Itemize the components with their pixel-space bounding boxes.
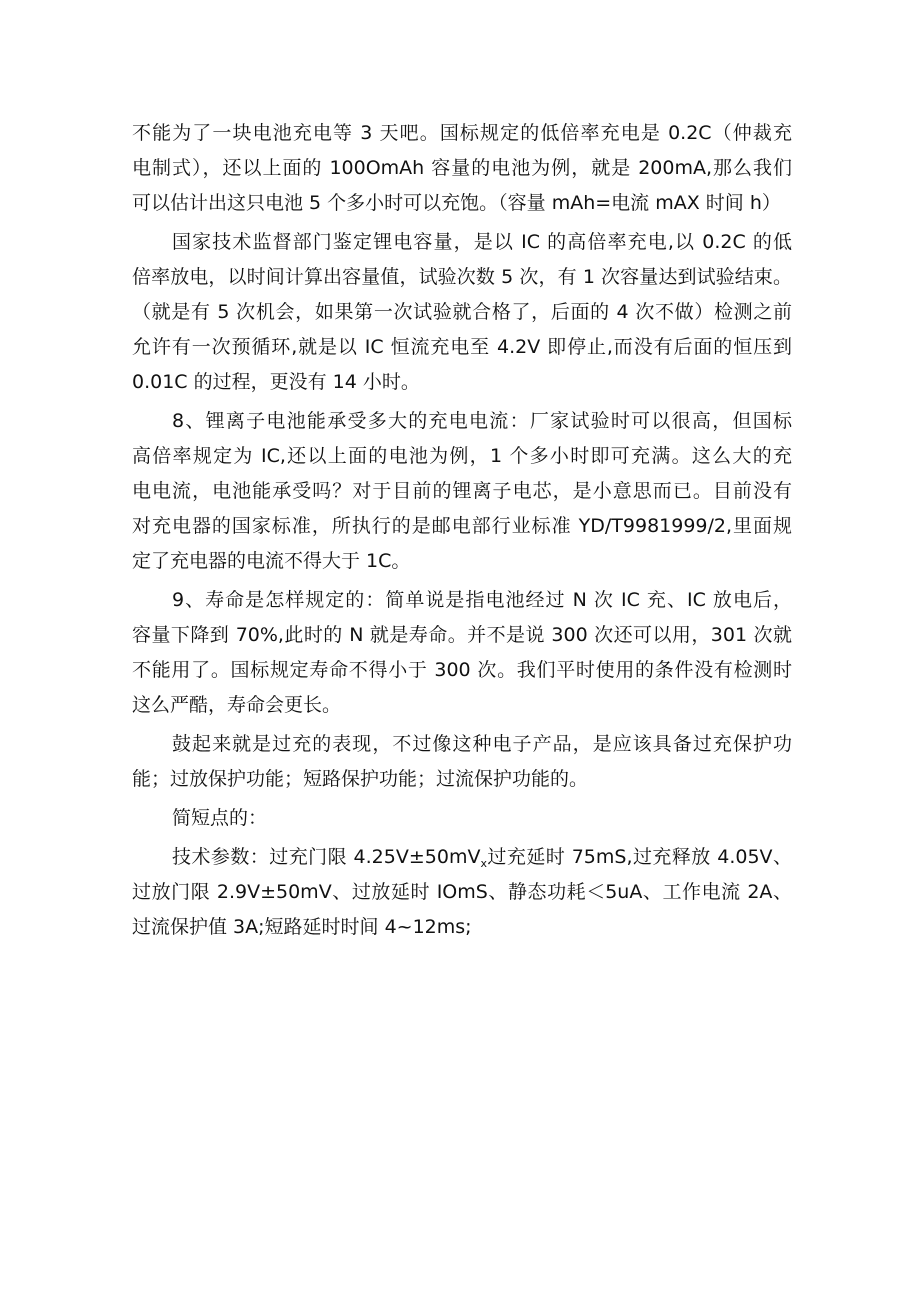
text-line: 定了充电器的电流不得大于 1C。	[132, 550, 411, 572]
text-line	[132, 840, 792, 875]
text-line: 允许有一次预循环,就是以 IC 恒流充电至 4.2V 即停止,而没有后面的恒压到	[132, 336, 792, 358]
text-line: 不能为了一块电池充电等 3 天吧。国标规定的低倍率充电是 0.2C（仲裁充	[132, 122, 792, 144]
spec-text: 过充延时 75mS,过充释放 4.05V、	[486, 846, 792, 868]
text-line: 9、寿命是怎样规定的：简单说是指电池经过 N 次 IC 充、IC 放电后，	[172, 589, 792, 611]
paragraph-swelling	[132, 727, 792, 797]
text-line: 电电流，电池能承受吗？对于目前的锂离子电芯，是小意思而已。目前没有	[132, 480, 792, 502]
text-line: 过放门限 2.9V±50mV、过放延时 IOmS、静态功耗＜5uA、工作电流 2A、	[132, 881, 792, 903]
text-line: 不能用了。国标规定寿命不得小于 300 次。我们平时使用的条件没有检测时	[132, 659, 792, 681]
text-line: 简短点的：	[172, 807, 268, 829]
spec-text: 技术参数：过充门限 4.25V±50mV	[172, 846, 481, 868]
text-line: 这么严酷，寿命会更长。	[132, 694, 342, 716]
text-line: 国家技术监督部门鉴定锂电容量，是以 IC 的高倍率充电,以 0.2C 的低	[172, 231, 792, 253]
paragraph-charge-current	[132, 404, 792, 579]
text-line: 倍率放电，以时间计算出容量值，试验次数 5 次，有 1 次容量达到试验结束。	[132, 266, 792, 288]
paragraph-tech-specs	[132, 840, 792, 945]
text-line: 高倍率规定为 IC,还以上面的电池为例，1 个多小时即可充满。这么大的充	[132, 445, 792, 467]
subscript-mark: x	[480, 857, 487, 870]
text-line: 对充电器的国家标准，所执行的是邮电部行业标准 YD/T9981999/2,里面规	[132, 515, 792, 537]
text-line: 8、锂离子电池能承受多大的充电电流：厂家试验时可以很高，但国标	[172, 410, 792, 432]
text-line: 可以估计出这只电池 5 个多小时可以充饱。（容量 mAh=电流 mAX 时间 h）	[132, 192, 781, 214]
document-body	[132, 116, 792, 949]
text-line: 电制式），还以上面的 100OmAh 容量的电池为例，就是 200mA,那么我们	[132, 157, 792, 179]
text-line: 0.01C 的过程，更没有 14 小时。	[132, 371, 420, 393]
text-line: 过流保护值 3A;短路延时时间 4~12ms;	[132, 916, 472, 938]
paragraph-charging-time	[132, 116, 792, 221]
text-line: 容量下降到 70%,此时的 N 就是寿命。并不是说 300 次还可以用，301 次就	[132, 624, 792, 646]
paragraph-capacity-test	[132, 225, 792, 400]
paragraph-short-intro	[132, 801, 792, 836]
text-line: 鼓起来就是过充的表现，不过像这种电子产品，是应该具备过充保护功	[172, 733, 792, 755]
text-line: 能；过放保护功能；短路保护功能；过流保护功能的。	[132, 768, 589, 790]
paragraph-cycle-life	[132, 583, 792, 723]
text-line: （就是有 5 次机会，如果第一次试验就合格了，后面的 4 次不做）检测之前	[132, 301, 792, 323]
